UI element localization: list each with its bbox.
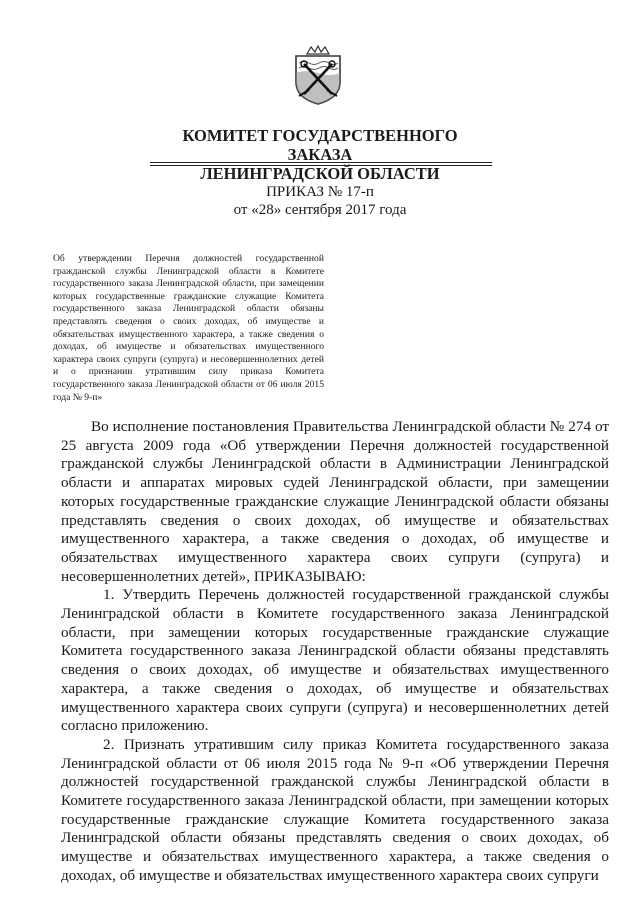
- header-rule-thin: [150, 162, 492, 163]
- preamble-paragraph: Во исполнение постановления Правительства Ленинградской области № 274 от 25 августа 2009 года «Об утверждении Перечня должностей государственной гражданской службы Ленинградской области в Администрации Ленинградской области и аппаратах мировых судей Ленинградской области, при замещении которых государственные гражданские служащие Ленинградской области обязаны представлять сведения о своих доходах, об имуществе и обязательствах имущественного характера, а также сведения о доходах, об имуществе и обязательствах имущественного характера своих супруги (супруга) и несовершеннолетних детей», ПРИКАЗЫВАЮ:: [61, 418, 609, 585]
- coat-of-arms-icon: [289, 44, 347, 106]
- order-subject: Об утверждении Перечня должностей государственной гражданской службы Ленинградской области в Комитете государственного заказа Ленинградской области, при замещении которых государственные гражданские служащие Комитета государственного заказа Ленинградской области обязаны представлять сведения о своих доходах, об имуществе и обязательствах имущественного характера, а также сведения о доходах, об имуществе и обязательствах имущественного характера своих супруги (супруга) и несовершеннолетних детей и о признании утратившим силу приказа Комитета государственного заказа Ленинградской области от 06 июля 2015 года № 9-п»: [53, 253, 324, 403]
- order-title: ПРИКАЗ № 17-п: [266, 184, 374, 200]
- item-1-paragraph: 1. Утвердить Перечень должностей государственной гражданской службы Ленинградской области в Комитете государственного заказа Ленинградской области, при замещении которых государственные гражданские служащие Комитета государственного заказа Ленинградской области обязаны представлять сведения о своих доходах, об имуществе и обязательствах имущественного характера, а также сведения о доходах, об имуществе и обязательствах имущественного характера своих супруги (супруга) и несовершеннолетних детей согласно приложению.: [61, 586, 609, 735]
- item-2-paragraph: 2. Признать утратившим силу приказ Комитета государственного заказа Ленинградской области от 06 июля 2015 года № 9-п «Об утверждении Перечня должностей государственной гражданской службы Ленинградской области в Комитете государственного заказа Ленинградской области, при замещении которых государственные гражданские служащие Комитета государственного заказа Ленинградской области обязаны представлять сведения о своих доходах, об имуществе и обязательствах имущественного характера, а также сведения о доходах, об имуществе и обязательствах имущественного характера своих супруги: [61, 735, 609, 884]
- order-body: [61, 418, 609, 886]
- organization-name: [160, 126, 480, 183]
- organization-name-line-2: ЛЕНИНГРАДСКОЙ ОБЛАСТИ: [200, 164, 440, 183]
- header-rule-thick: [150, 165, 492, 166]
- organization-name-line-1: КОМИТЕТ ГОСУДАРСТВЕННОГО ЗАКАЗА: [182, 126, 458, 164]
- order-heading: [180, 184, 460, 219]
- order-date: от «28» сентября 2017 года: [233, 201, 407, 218]
